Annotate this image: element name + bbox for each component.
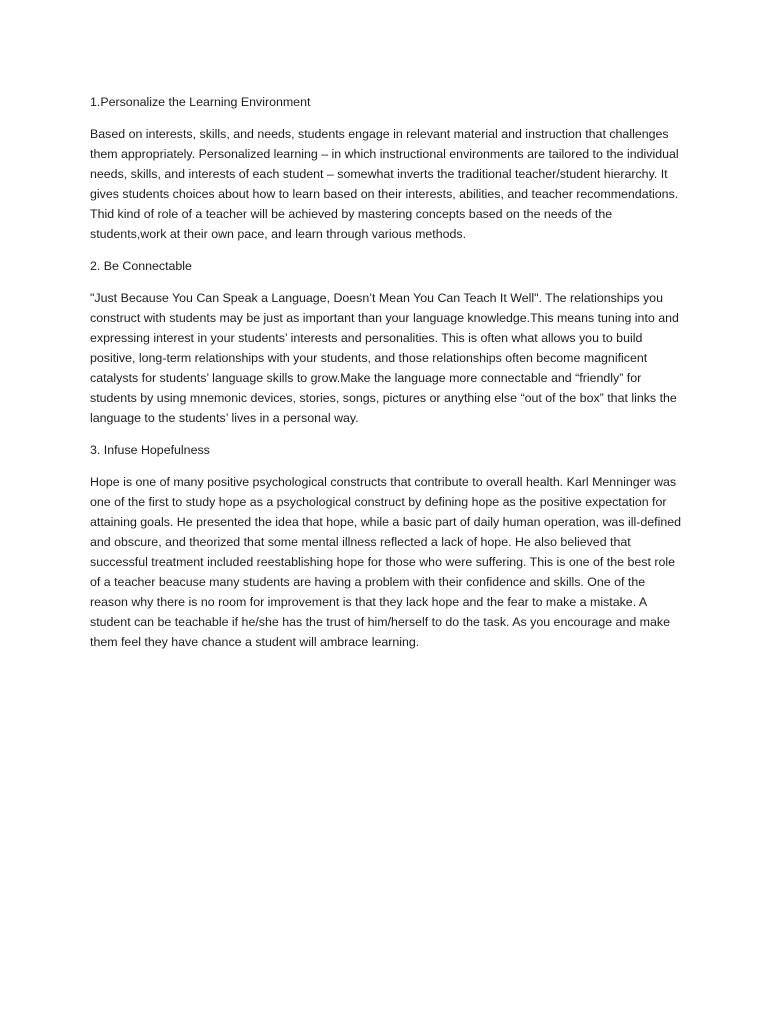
section-paragraph: "Just Because You Can Speak a Language, Doesn’t Mean You Can Teach It Well". The relationships you construct with students may be just as important than your language knowledge.This means tuning into and expressing interest in your students’ interests and personalities. This is often what allows you to build positive, long-term relationships with your students, and those relationships often become magnificent catalysts for students’ language skills to grow.Make the language more connectable and “friendly” for students by using mnemonic devices, stories, songs, pictures or anything else “out of the box” that links the language to the students’ lives in a personal way. — [90, 291, 679, 425]
document-page — [90, 92, 686, 664]
section-hopefulness — [90, 440, 686, 652]
section-paragraph: Hope is one of many positive psychological constructs that contribute to overall health. Karl Menninger was one of the first to study hope as a psychological construct by defining hope as the positive expectation for attaining goals. He presented the idea that hope, while a basic part of daily human operation, was ill-defined and obscure, and theorized that some mental illness reflected a lack of hope. He also believed that successful treatment included reestablishing hope for those who were suffering. This is one of the best role of a teacher beacuse many students are having a problem with their confidence and skills. One of the reason why there is no room for improvement is that they lack hope and the fear to make a mistake. A student can be teachable if he/she has the trust of him/herself to do the task. As you encourage and make them feel they have chance a student will ambrace learning. — [90, 475, 681, 649]
section-heading: 3. Infuse Hopefulness — [90, 443, 210, 457]
section-heading: 1.Personalize the Learning Environment — [90, 95, 311, 109]
section-personalize — [90, 92, 686, 244]
section-paragraph: Based on interests, skills, and needs, students engage in relevant material and instruction that challenges them appropriately. Personalized learning – in which instructional environments are tailored to the individual needs, skills, and interests of each student – somewhat inverts the traditional teacher/student hierarchy. It gives students choices about how to learn based on their interests, abilities, and teacher recommendations. Thid kind of role of a teacher will be achieved by mastering concepts based on the needs of the students,work at their own pace, and learn through various methods. — [90, 127, 679, 241]
section-connectable — [90, 256, 686, 428]
section-heading: 2. Be Connectable — [90, 259, 192, 273]
